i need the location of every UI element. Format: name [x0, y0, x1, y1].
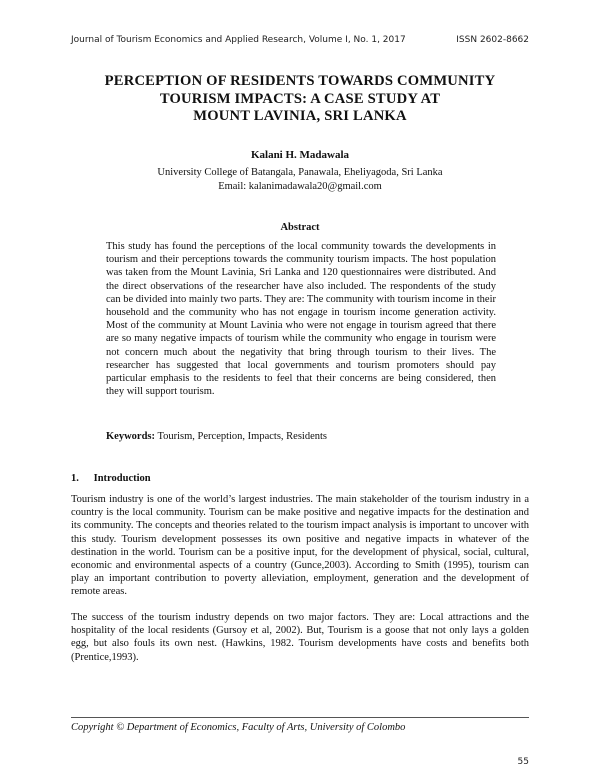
section-number: 1. — [71, 473, 79, 484]
paper-title — [70, 73, 530, 126]
title-line: PERCEPTION OF RESIDENTS TOWARDS COMMUNITY — [104, 73, 496, 89]
author-email: Email: kalanimadawala20@gmail.com — [218, 180, 382, 192]
footer-divider — [71, 717, 529, 718]
keywords-label: Keywords: — [106, 431, 155, 442]
body-paragraph: Tourism industry is one of the world’s largest industries. The main stakeholder of the tourism industry in a country is the local community. Tourism can be make positive and negative impacts for the destination and its community. The concepts and theories related to the tourism impact analysis is important to uncover with this study. Tourism development possesses its own positive and negative impacts in whatever of the destination in the world. Tourism can be a positive input, for the development of physical, social, cultural, economic and environmental aspects of a country (Gunce,2003). According to Smith (1995), tourism can play an important contribution to poverty alleviation, employment, generation and the development of remote areas. — [71, 494, 529, 598]
issn: ISSN 2602-8662 — [456, 35, 529, 45]
abstract-heading: Abstract — [280, 222, 320, 233]
journal-name: Journal of Tourism Economics and Applied Research, Volume I, No. 1, 2017 — [71, 35, 406, 45]
affiliation: University College of Batangala, Panawala, Eheliyagoda, Sri Lanka — [157, 167, 443, 178]
copyright-notice: Copyright © Department of Economics, Faculty of Arts, University of Colombo — [71, 722, 406, 733]
keywords — [106, 431, 496, 442]
page-number: 55 — [517, 757, 529, 767]
section-title: Introduction — [93, 473, 151, 484]
section-heading — [71, 473, 151, 484]
body-paragraph: The success of the tourism industry depends on two major factors. They are: Local attractions and the hospitality of the local residents (Gursoy et al, 2002). But, Tourism is a goose that not only lays a golden egg, but also fouls its own nest. (Hawkins, 1982. Tourism developments have costs and benefits both (Prentice,1993). — [71, 612, 529, 663]
author-affiliation-block — [0, 166, 600, 193]
title-line: TOURISM IMPACTS: A CASE STUDY AT — [159, 90, 441, 107]
keywords-list: Tourism, Perception, Impacts, Residents — [157, 431, 328, 442]
abstract-text: This study has found the perceptions of the local community towards the developments in tourism and their perceptions towards the community tourism impacts. The host population was taken from the Mount Lavinia, Sri Lanka and 120 questionnaires were distributed. And the direct observations of the researcher have also included. The respondents of the study can be divided into mainly two parts. They are: The community with tourism income in their household and the community who has not engage in tourism income generation activity. Most of the community at Mount Lavinia who were not engage in tourism agreed that there are so many negative impacts of tourism while the community who engage in tourism were not concern much about the negativity that bring through tourism to their lives. The researcher has suggested that local governments and tourism promoters should pay particular emphasis to the residents to feel that their concerns are being considered, then they will support tourism. — [106, 241, 496, 398]
author-name: Kalani H. Madawala — [250, 149, 350, 161]
title-line: MOUNT LAVINIA, SRI LANKA — [193, 108, 407, 124]
